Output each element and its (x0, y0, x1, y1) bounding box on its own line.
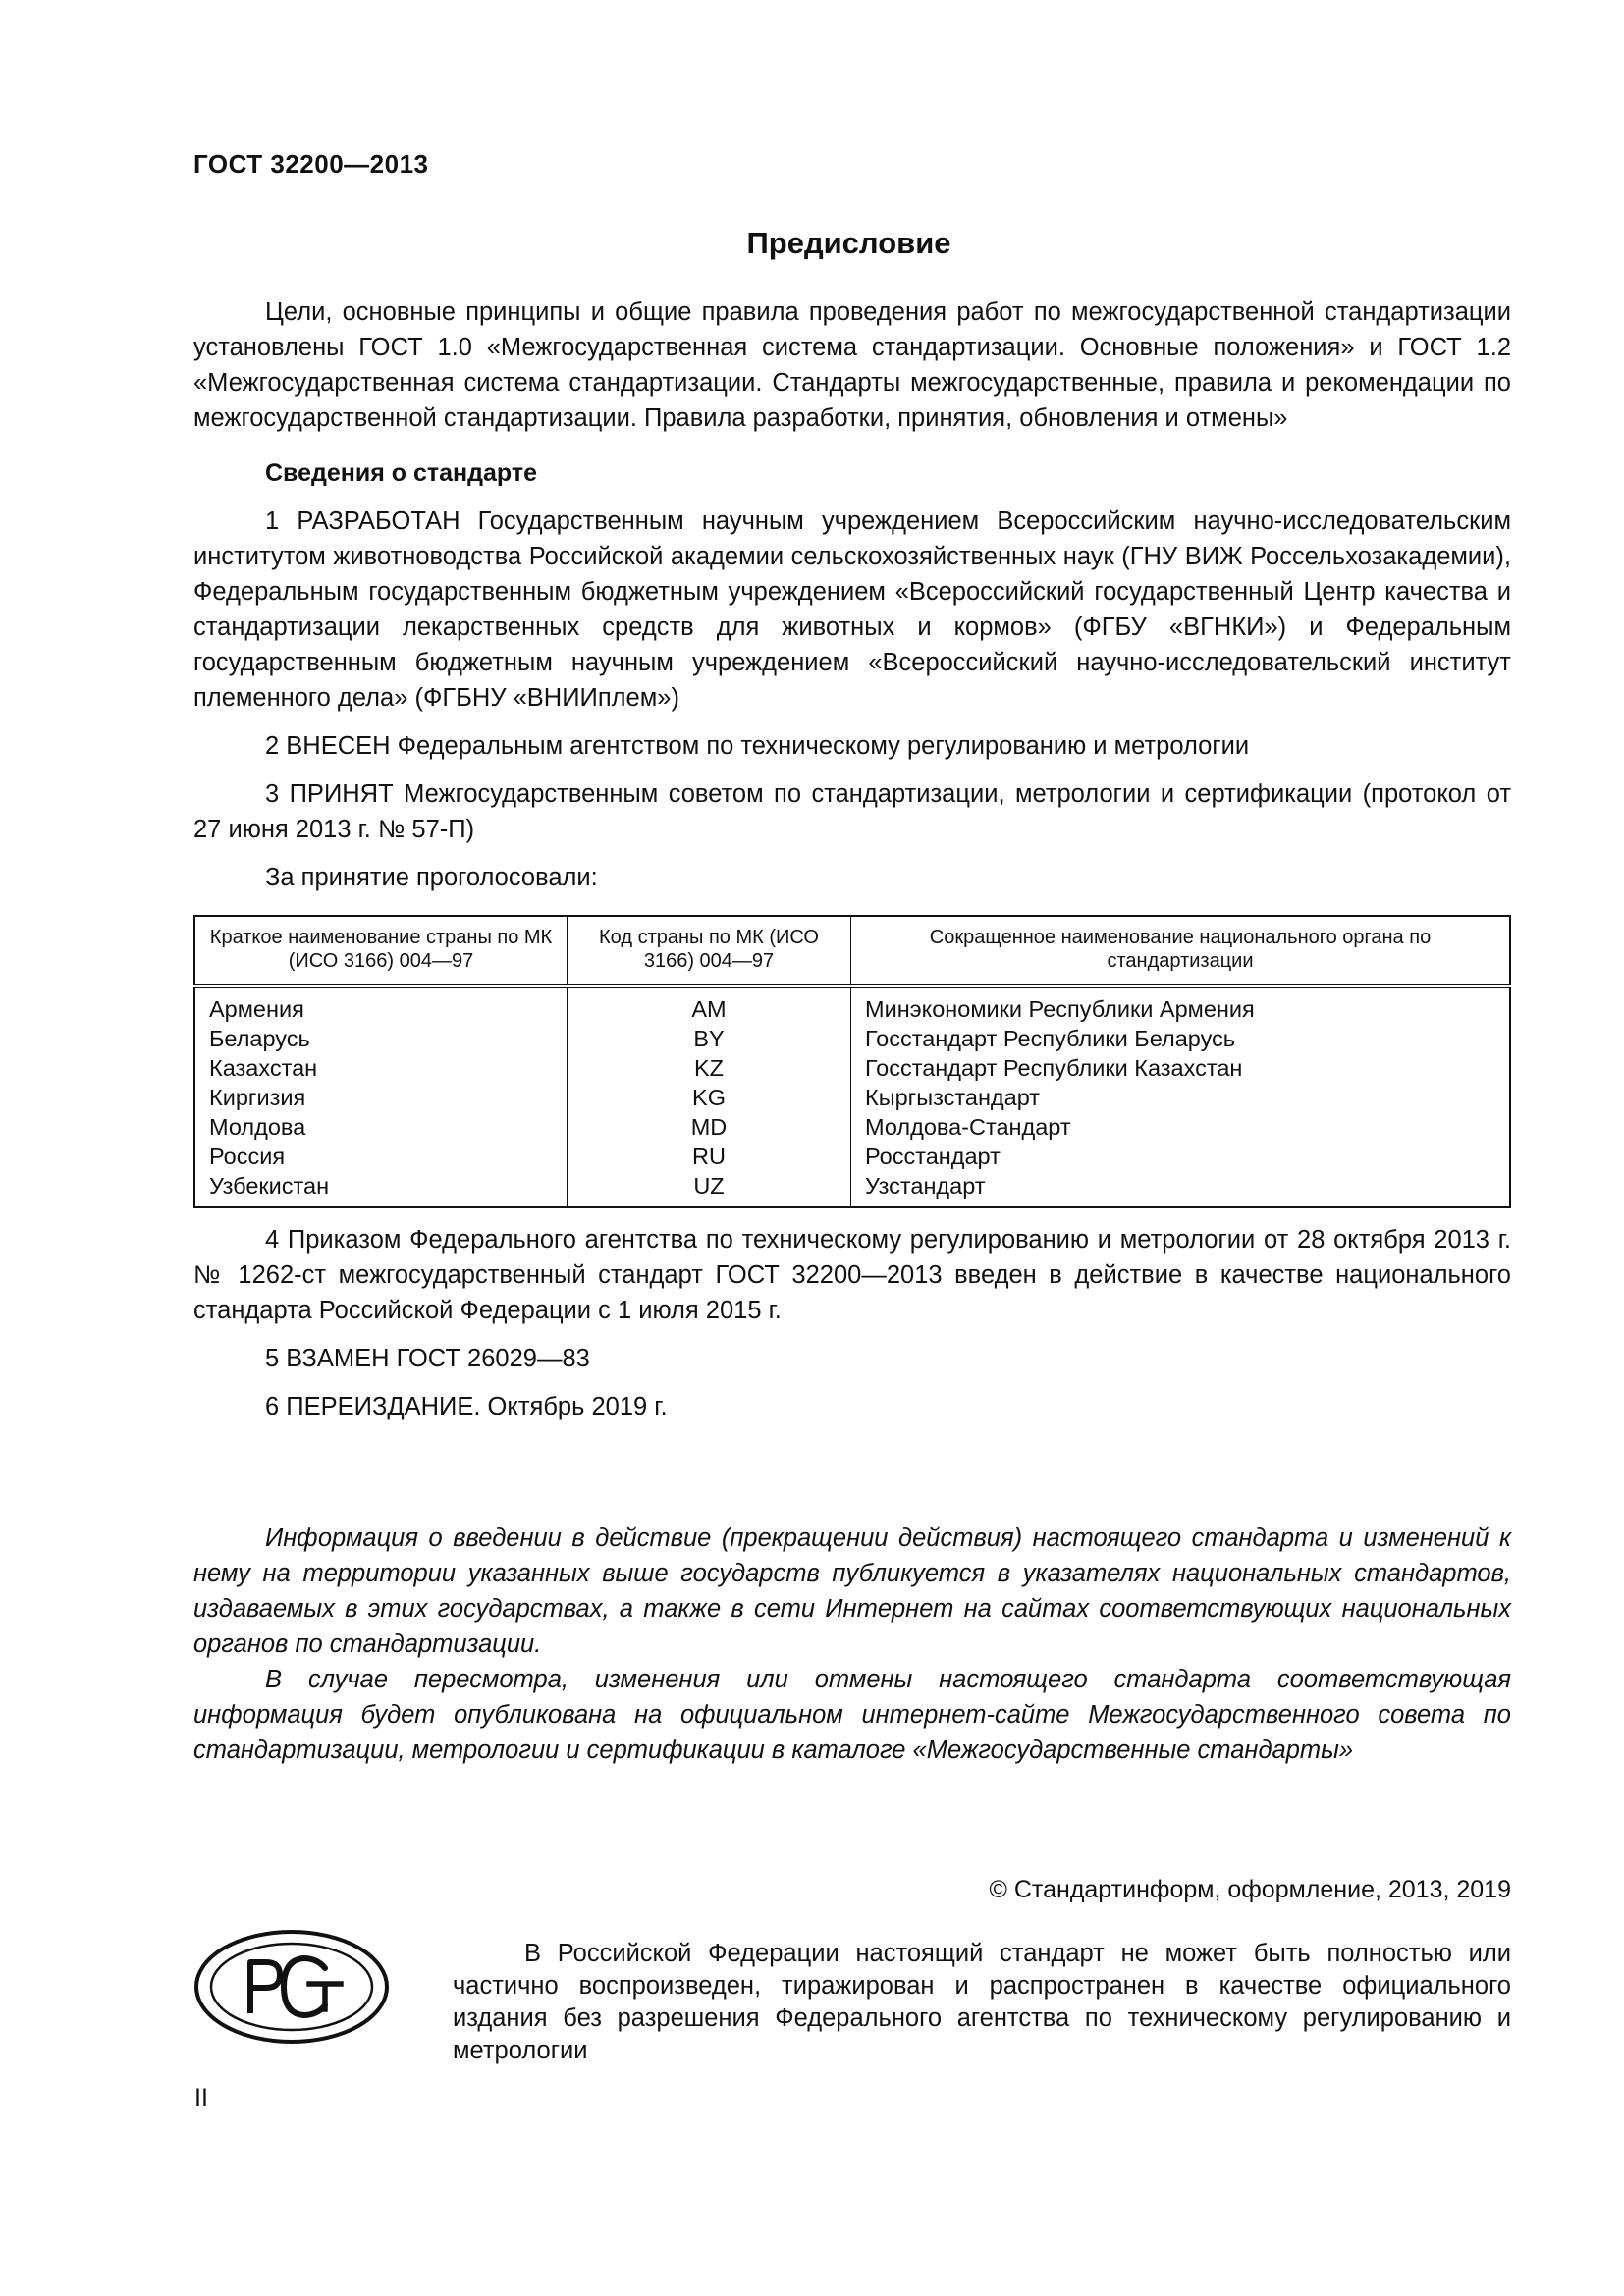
code-cell: BY (568, 1024, 851, 1053)
item-replaces: 5 ВЗАМЕН ГОСТ 26029—83 (265, 1345, 590, 1372)
intro-paragraph: Цели, основные принципы и общие правила проведения работ по межгосударственной стандартизации установлены ГОСТ 1.0 «Межгосударственная система стандартизации. Основные положения» и ГОСТ 1.2 «Межгосударственная система стандартизации. Стандарты межгосударственные, правила и рекомендации по межгосударственной стандартизации. Правила разработки, принятия, обновления и отмены» (193, 298, 1511, 432)
table-row (194, 986, 1510, 1024)
code-cell: RU (568, 1142, 851, 1171)
item-developed: 1 РАЗРАБОТАН Государственным научным учреждением Всероссийским научно-исследовательским институтом животноводства Российской академии сельскохозяйственных наук (ГНУ ВИЖ Россельхозакадемии), Федеральным государственным бюджетным учреждением «Всероссийский государственный Центр качества и стандартизации лекарственных средств для животных и кормов» (ФГБУ «ВГНКИ») и Федеральным государственным бюджетным научным учреждением «Всероссийский научно-исследовательский институт племенного дела» (ФГБНУ «ВНИИплем») (193, 507, 1511, 712)
code-cell: AM (568, 986, 851, 1024)
code-cell: MD (568, 1112, 851, 1142)
table-row (194, 1083, 1510, 1112)
body-cell: Госстандарт Республики Беларусь (865, 1026, 1236, 1051)
body-cell: Узстандарт (865, 1173, 986, 1199)
document-code: ГОСТ 32200—2013 (193, 149, 429, 179)
body-cell: Госстандарт Республики Казахстан (865, 1055, 1243, 1081)
code-cell: UZ (568, 1171, 851, 1207)
page-title: Предисловие (746, 226, 951, 260)
code-cell: KG (568, 1083, 851, 1112)
section-heading: Сведения о стандарте (265, 459, 538, 487)
country-cell: Беларусь (194, 1024, 568, 1053)
voted-label: За принятие проголосовали: (265, 864, 598, 891)
table-row (194, 1024, 1510, 1053)
table-row (194, 1142, 1510, 1171)
country-cell: Молдова (194, 1112, 568, 1142)
country-cell: Казахстан (194, 1053, 568, 1083)
country-cell: Узбекистан (194, 1171, 568, 1207)
copyright-notice: В Российской Федерации настоящий стандарт не может быть полностью или частично воспроизведен, тиражирован и распространен в качестве официального издания без разрешения Федерального агентства по техническому регулированию и метрологии (453, 1940, 1511, 2064)
country-cell: Армения (194, 986, 568, 1024)
table-header-code: Код страны по МК (ИСО 3166) 004—97 (568, 916, 851, 986)
table-row (194, 1112, 1510, 1142)
table-header-row (194, 916, 1510, 986)
item-adopted: 3 ПРИНЯТ Межгосударственным советом по стандартизации, метрологии и сертификации (протокол от 27 июня 2013 г. № 57-П) (193, 780, 1511, 843)
info-block (193, 1521, 1511, 1768)
item-submitted: 2 ВНЕСЕН Федеральным агентством по техническому регулированию и метрологии (265, 732, 1250, 760)
country-cell: Россия (194, 1142, 568, 1171)
body-cell: Минэкономики Республики Армения (865, 996, 1255, 1022)
code-cell: KZ (568, 1053, 851, 1083)
item-reissue: 6 ПЕРЕИЗДАНИЕ. Октябрь 2019 г. (265, 1393, 668, 1420)
info-paragraph: В случае пересмотра, изменения или отмены настоящего стандарта соответствующая информация будет опубликована на официальном интернет-сайте Межгосударственного совета по стандартизации, метрологии и сертификации в каталоге «Межгосударственные стандарты» (193, 1666, 1511, 1764)
document-body (193, 294, 1511, 1768)
table-header-body: Сокращенное наименование национального органа по стандартизации (851, 916, 1511, 986)
table-row (194, 1171, 1510, 1207)
body-cell: Росстандарт (865, 1144, 1001, 1169)
table-header-country: Краткое наименование страны по МК (ИСО 3166) 004—97 (194, 916, 568, 986)
item-enacted: 4 Приказом Федерального агентства по техническому регулированию и метрологии от 28 октября 2013 г. № 1262-ст межгосударственный стандарт ГОСТ 32200—2013 введен в действие в качестве национального стандарта Российской Федерации с 1 июля 2015 г. (193, 1226, 1511, 1324)
page-number: II (194, 2084, 208, 2111)
info-paragraph: Информация о введении в действие (прекращении действия) настоящего стандарта и изменений к нему на территории указанных выше государств публикуется в указателях национальных стандартов, издаваемых в этих государствах, а также в сети Интернет на сайтах соответствующих национальных органов по стандартизации. (193, 1524, 1511, 1658)
body-cell: Молдова-Стандарт (865, 1114, 1071, 1140)
body-cell: Кыргызстандарт (865, 1085, 1041, 1110)
country-cell: Киргизия (194, 1083, 568, 1112)
copyright-line: © Стандартинформ, оформление, 2013, 2019 (989, 1876, 1511, 1903)
table-row (194, 1053, 1510, 1083)
voting-table (193, 915, 1511, 1208)
rst-logo-icon (193, 1929, 390, 2045)
